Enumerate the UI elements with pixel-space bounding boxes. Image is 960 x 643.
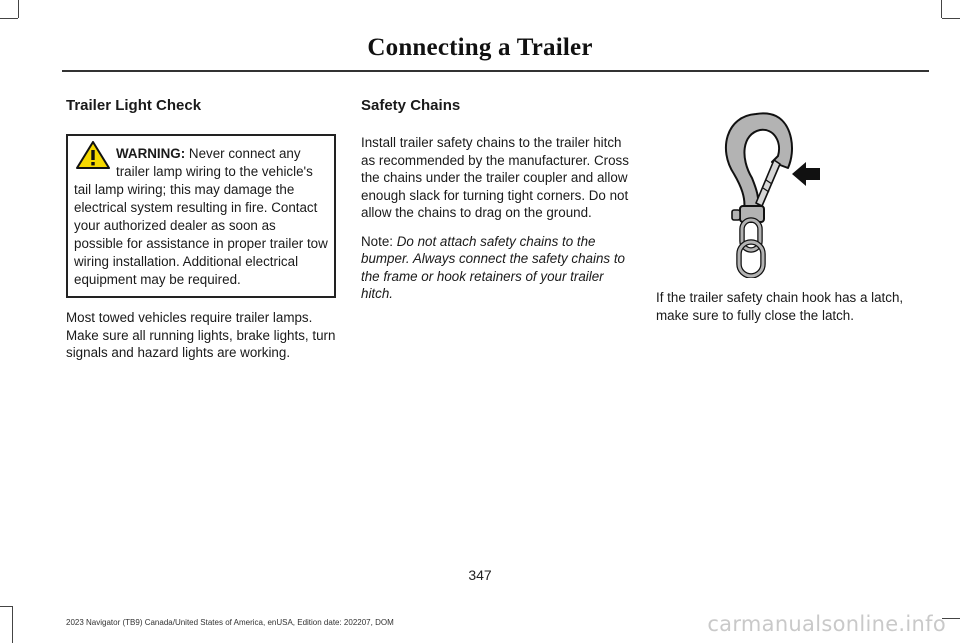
crop-mark: [941, 0, 942, 18]
page-title: Connecting a Trailer: [367, 34, 593, 61]
edition-footer: 2023 Navigator (TB9) Canada/United States of America, enUSA, Edition date: 202207, DOM: [66, 618, 394, 627]
body-paragraph: Most towed vehicles require trailer lamps. Make sure all running lights, brake lights, turn signals and hazard lights are working.: [66, 310, 336, 360]
watermark: carmanualsonline.info: [707, 612, 946, 636]
warning-text: Never connect any trailer lamp wiring to the vehicle's tail lamp wiring; this may damage the electrical system resulting in fire. Contact your authorized dealer as soon as possible for assistance in proper trailer tow wiring installation. Additional electrical equipment may be required.: [74, 146, 328, 287]
warning-box: [66, 134, 336, 298]
safety-chains-section: [361, 96, 633, 314]
safety-chain-hook-icon: [696, 102, 846, 278]
crop-mark: [18, 0, 19, 18]
body-paragraph: Install trailer safety chains to the trailer hitch as recommended by the manufacturer. Cross the chains under the trailer coupler and allow enough slack for turning tight corners. Do not allow the chains to drag on the ground.: [361, 135, 629, 220]
page-number: 347: [468, 567, 492, 583]
note-label: Note:: [361, 233, 394, 249]
hook-figure-section: [656, 100, 918, 335]
note-paragraph: [361, 233, 633, 303]
warning-label: WARNING:: [116, 146, 186, 161]
crop-mark: [0, 18, 18, 19]
crop-mark: [942, 18, 960, 19]
trailer-light-check-section: [66, 96, 336, 373]
warning-triangle-icon: [76, 141, 110, 169]
figure-caption: If the trailer safety chain hook has a latch, make sure to fully close the latch.: [656, 290, 904, 323]
arrow-left-icon: [792, 162, 820, 186]
note-text: Do not attach safety chains to the bumper. Always connect the safety chains to the frame or hook retainers of your trailer hitch.: [361, 233, 625, 301]
header-rule: [62, 70, 929, 72]
crop-mark: [12, 606, 13, 643]
crop-mark: [0, 606, 12, 607]
section-heading: Trailer Light Check: [66, 97, 202, 114]
section-heading: Safety Chains: [361, 97, 461, 114]
